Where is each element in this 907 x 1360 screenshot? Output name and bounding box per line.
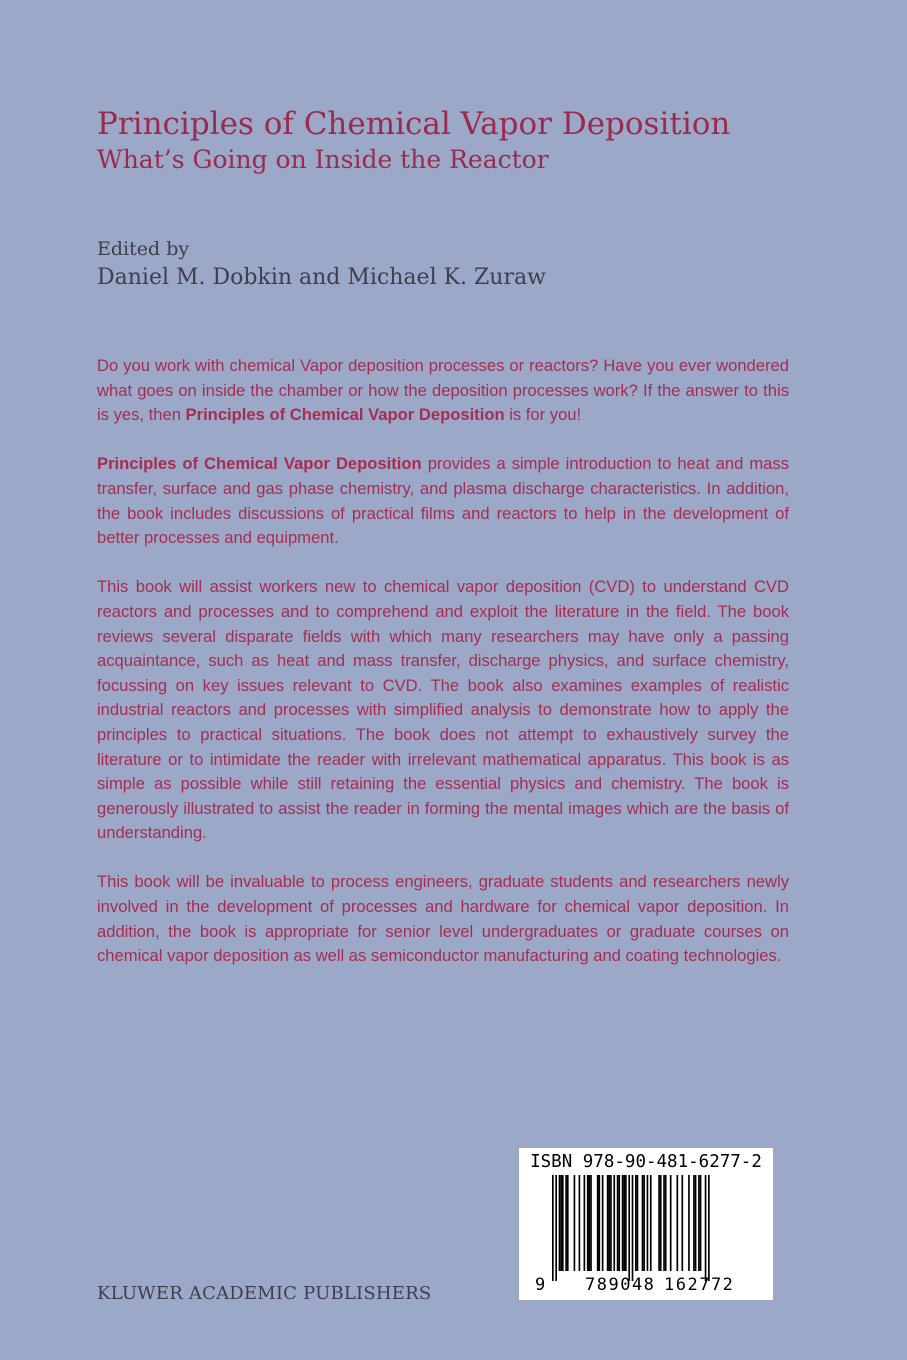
- barcode-bar: [637, 1175, 639, 1271]
- barcode-bar: [665, 1175, 667, 1271]
- barcode-bar: [650, 1175, 652, 1271]
- blurb: [97, 354, 789, 993]
- isbn-barcode: [519, 1148, 773, 1300]
- barcode-bar: [560, 1175, 562, 1271]
- editors-names: Daniel M. Dobkin and Michael K. Zuraw: [97, 265, 546, 290]
- blurb-paragraph-3: This book will assist workers new to chemical vapor deposition (CVD) to understand CVD reactors and processes and to comprehend and exploit the literature in the field. The book reviews several disparate fields with which many researchers may have only a passing acquaintance, such as heat and mass transfer, discharge physics, and surface chemistry, focussing on key issues relevant to CVD. The book also examines examples of realistic industrial reactors and processes with simplified analysis to demonstrate how to apply the principles to practical situations. The book does not attempt to exhaustively survey the literature or to intimidate the reader with irrelevant mathematical apparatus. This book is as simple as possible while still retaining the essential physics and chemistry. The book is generously illustrated to assist the reader in forming the mental images which are the basis of understanding.: [97, 577, 789, 843]
- book-subtitle: What’s Going on Inside the Reactor: [97, 145, 549, 174]
- barcode-bar: [608, 1175, 610, 1271]
- barcode-bar: [567, 1175, 569, 1271]
- blurb-paragraph-4: This book will be invaluable to process engineers, graduate students and researchers newly involved in the development of processes and hardware for chemical vapor deposition. In addition, the book is appropriate for senior level undergraduates or graduate courses on chemical vapor deposition as well as semiconductor manufacturing and coating technologies.: [97, 872, 789, 966]
- barcode-bar: [705, 1175, 707, 1281]
- barcode-bar: [708, 1175, 710, 1281]
- barcode-bar: [688, 1175, 690, 1271]
- barcode-lead-digit: 9: [535, 1275, 546, 1295]
- blurb-paragraph-2: [97, 452, 789, 550]
- barcode-bar: [670, 1175, 672, 1271]
- barcode-bar: [628, 1175, 630, 1281]
- barcode-bar: [677, 1175, 679, 1271]
- blurb-p2-text: provides a simple introduction to heat and mass transfer, surface and gas phase chemistry, and plasma discharge characteristics. In addition, the book includes discussions of practical films and reactors to help in the development of better processes and equipment.: [97, 454, 789, 548]
- barcode-bar: [589, 1175, 591, 1271]
- barcode-bar: [584, 1175, 586, 1271]
- barcode-bar: [587, 1175, 589, 1271]
- barcode-bar: [613, 1175, 615, 1271]
- barcode-bar: [647, 1175, 649, 1271]
- barcode-bar: [602, 1175, 604, 1271]
- barcode-bar: [625, 1175, 627, 1271]
- barcode-left-digits: 789048: [585, 1275, 656, 1295]
- barcode-bar: [643, 1175, 645, 1271]
- barcode-bar: [632, 1175, 634, 1281]
- barcode-bar: [660, 1175, 662, 1271]
- barcode-bar: [590, 1175, 592, 1271]
- barcode-bar: [658, 1175, 660, 1271]
- blurb-p1-text-end: is for you!: [504, 405, 582, 425]
- barcode-bar: [681, 1175, 683, 1271]
- barcode-bar: [618, 1175, 620, 1271]
- barcode-bar: [635, 1175, 637, 1271]
- blurb-p1-text-start: Do you work with chemical Vapor deposition processes or reactors? Have you ever wondered what goes on inside the chamber or how the deposition processes work? If the answer to this is yes, then: [97, 356, 789, 425]
- barcode-bar: [617, 1175, 619, 1271]
- barcode-bar: [598, 1175, 600, 1271]
- barcode-bar: [579, 1175, 581, 1271]
- blurb-p2-book-title: Principles of Chemical Vapor Deposition: [97, 454, 422, 474]
- barcode-bar: [574, 1175, 576, 1271]
- edited-by-label: Edited by: [97, 238, 190, 260]
- barcode-bar: [700, 1175, 702, 1271]
- barcode-bar: [642, 1175, 644, 1271]
- barcode-bar: [552, 1175, 554, 1281]
- barcode-bar: [607, 1175, 609, 1271]
- barcode-bar: [555, 1175, 557, 1281]
- blurb-p1-book-title: Principles of Chemical Vapor Deposition: [185, 405, 505, 425]
- barcode-bar: [695, 1175, 697, 1271]
- barcode-bar: [597, 1175, 599, 1271]
- publisher-name: KLUWER ACADEMIC PUBLISHERS: [97, 1283, 432, 1304]
- barcode-bar: [610, 1175, 612, 1271]
- barcode-bar: [562, 1175, 564, 1271]
- book-title: Principles of Chemical Vapor Deposition: [97, 106, 731, 142]
- barcode-bar: [565, 1175, 567, 1271]
- blurb-paragraph-1: [97, 354, 789, 428]
- barcode-right-digits: 162772: [664, 1275, 735, 1295]
- barcode-bar: [623, 1175, 625, 1271]
- barcode-bar: [693, 1175, 695, 1271]
- barcode-bar: [622, 1175, 624, 1271]
- isbn-label: ISBN 978-90-481-6277-2: [530, 1152, 762, 1172]
- barcode-bar: [698, 1175, 700, 1271]
- barcode-bar: [559, 1175, 561, 1271]
- barcode-bar: [663, 1175, 665, 1271]
